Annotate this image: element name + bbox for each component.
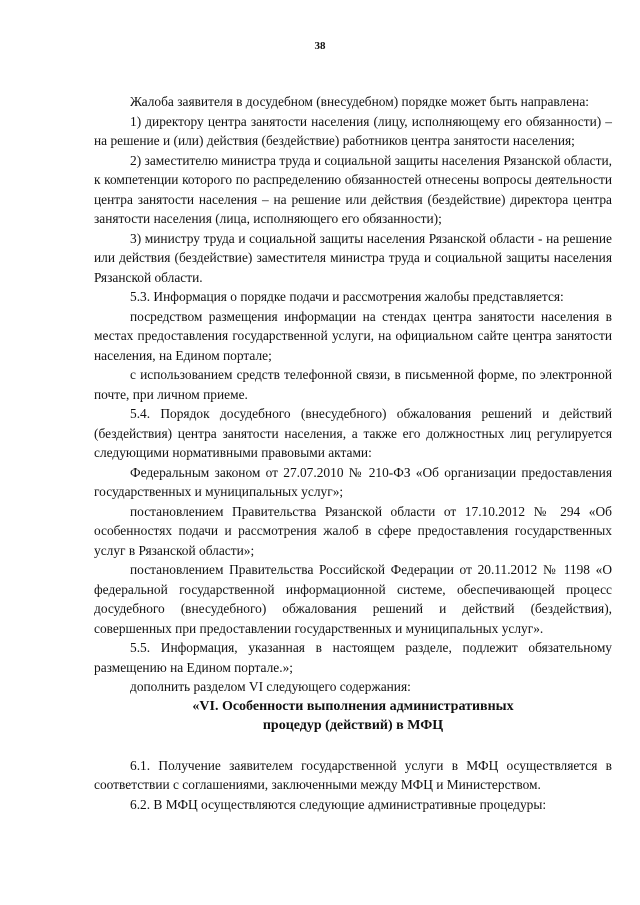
paragraph-item-2: 2) заместителю министра труда и социальной защиты населения Рязанской области, к компетенции которого по распределению обязанностей отнесены вопросы деятельности центра занятости населения – на решение или действия (бездействие) директора центра занятости населения (лица, исполняющего его обязанности);: [94, 152, 612, 226]
section-heading: [94, 697, 612, 736]
page-number: 38: [314, 40, 326, 52]
paragraph-item-3: 3) министру труда и социальной защиты населения Рязанской области - на решение или действия (бездействие) заместителя министра труда и социальной защиты населения Рязанской области.: [94, 230, 612, 285]
paragraph-federal-law: Федеральным законом от 27.07.2010 № 210-ФЗ «Об организации предоставления государственных и муниципальных услуг»;: [94, 464, 612, 499]
paragraph-5-3-phone: с использованием средств телефонной связи, в письменной форме, по электронной почте, при личном приеме.: [94, 367, 612, 402]
paragraph-federal-resolution: постановлением Правительства Российской Федерации от 20.11.2012 № 1198 «О федеральной государственной информационной системе, обеспечивающей процесс досудебного (внесудебного) обжалования решений и действий (бездействия), совершенных при предоставлении государственных и муниципальных услуг».: [94, 562, 612, 636]
section-heading-line-2: процедур (действий) в МФЦ: [262, 718, 444, 733]
paragraph-6-2: 6.2. В МФЦ осуществляются следующие административные процедуры:: [130, 796, 547, 812]
paragraph-add-section: дополнить разделом VI следующего содержания:: [130, 679, 411, 694]
paragraph-complaint-intro: Жалоба заявителя в досудебном (внесудебном) порядке может быть направлена:: [130, 94, 589, 109]
paragraph-item-1: 1) директору центра занятости населения (лицу, исполняющему его обязанности) – на решение и (или) действия (бездействие) работников центра занятости населения;: [94, 113, 612, 148]
paragraph-5-5: 5.5. Информация, указанная в настоящем разделе, подлежит обязательному размещению на Едином портале.»;: [94, 640, 612, 675]
paragraph-regional-resolution: постановлением Правительства Рязанской области от 17.10.2012 № 294 «Об особенностях подачи и рассмотрения жалоб в сфере предоставления государственных услуг в Рязанской области»;: [94, 503, 612, 558]
paragraph-5-3-stands: посредством размещения информации на стендах центра занятости населения в местах предоставления государственной услуги, на официальном сайте центра занятости населения, на Едином портале;: [94, 308, 612, 363]
paragraph-5-4: 5.4. Порядок досудебного (внесудебного) обжалования решений и действий (бездействия) центра занятости населения, а также его должностных лиц регулируется следующими нормативными правовыми актами:: [94, 406, 612, 460]
paragraph-6-1: 6.1. Получение заявителем государственной услуги в МФЦ осуществляется в соответствии с соглашениями, заключенными между МФЦ и Министерством.: [94, 757, 612, 792]
paragraph-5-3: 5.3. Информация о порядке подачи и рассмотрения жалобы представляется:: [130, 289, 564, 304]
section-heading-line-1: «VI. Особенности выполнения административных: [192, 698, 514, 714]
document-body: [94, 92, 612, 814]
